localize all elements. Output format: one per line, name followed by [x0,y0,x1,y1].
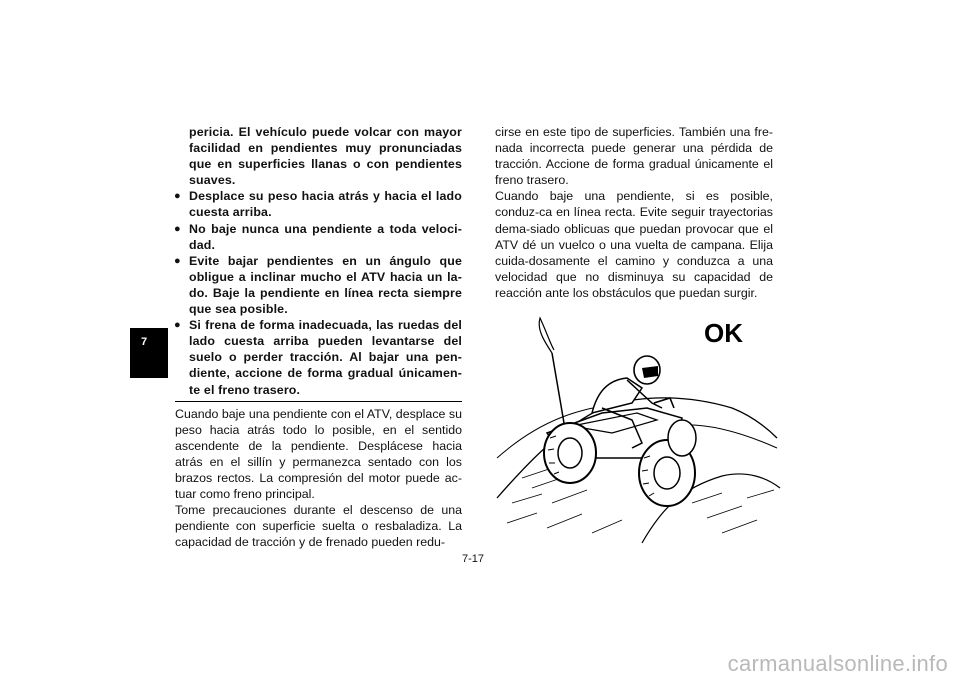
warning-item-text: Evite bajar pendientes en un ángulo que obligue a inclinar mucho el ATV hacia un la-do. Baje la pendiente en línea recta siempre que sea posible. [189,253,462,317]
left-body-text [175,406,462,551]
warning-item [175,221,462,253]
warning-item-text: Desplace su peso hacia atrás y hacia el lado cuesta arriba. [189,189,462,220]
warning-item [175,188,462,220]
chapter-tab: 7 [130,328,168,378]
atv-descent-illustration [492,308,782,548]
warning-item-text: No baje nunca una pendiente a toda veloci-dad. [189,221,462,252]
bullet-icon: ● [174,319,181,332]
paragraph: Cuando baje una pendiente con el ATV, desplace su peso hacia atrás todo lo posible, en el sentido ascendente de la pendiente. Desplácese hacia atrás en el sillín y permanezca sentado con los brazos rectos. La compresión del motor puede ac-tuar como freno principal. [175,406,462,502]
page-number: 7-17 [462,553,485,565]
bullet-icon: ● [174,190,181,203]
paragraph: Tome precauciones durante el descenso de una pendiente con superficie suelta o resbaladiza. La capacidad de tracción y de frenado pueden redu- [175,503,462,550]
right-column [495,124,773,301]
warning-item [175,253,462,317]
warning-divider [175,401,462,402]
warning-block [175,124,462,398]
footer-watermark: carmanualsonline.info [727,651,948,676]
warning-item-text: Si frena de forma inadecuada, las ruedas del lado cuesta arriba pueden levantarse del suelo o perder tracción. Al bajar una pen-diente, accione de forma gradual únicamen-te el freno trasero. [189,318,462,397]
paragraph: cirse en este tipo de superficies. También una fre-nada incorrecta puede generar una pérdida de tracción. Accione de forma gradual únicamente el freno trasero. [495,125,773,188]
warning-item [175,317,462,397]
left-column [175,124,462,550]
bullet-icon: ● [174,254,181,267]
warning-intro: pericia. El vehículo puede volcar con mayor facilidad en pendientes muy pronunciadas que en superficies llanas o con pendientes suaves. [189,125,462,188]
bullet-icon: ● [174,222,181,235]
ok-label: OK [704,318,743,348]
paragraph: Cuando baje una pendiente, si es posible, conduz-ca en línea recta. Evite seguir trayectorias dema-siado oblicuas que puedan provocar que el ATV dé un vuelco o una vuelta de campana. Elija cuida-dosamente el camino y conduzca a una velocidad que no disminuya su capacidad de reacción ante los obstáculos que puedan surgir. [495,189,773,300]
